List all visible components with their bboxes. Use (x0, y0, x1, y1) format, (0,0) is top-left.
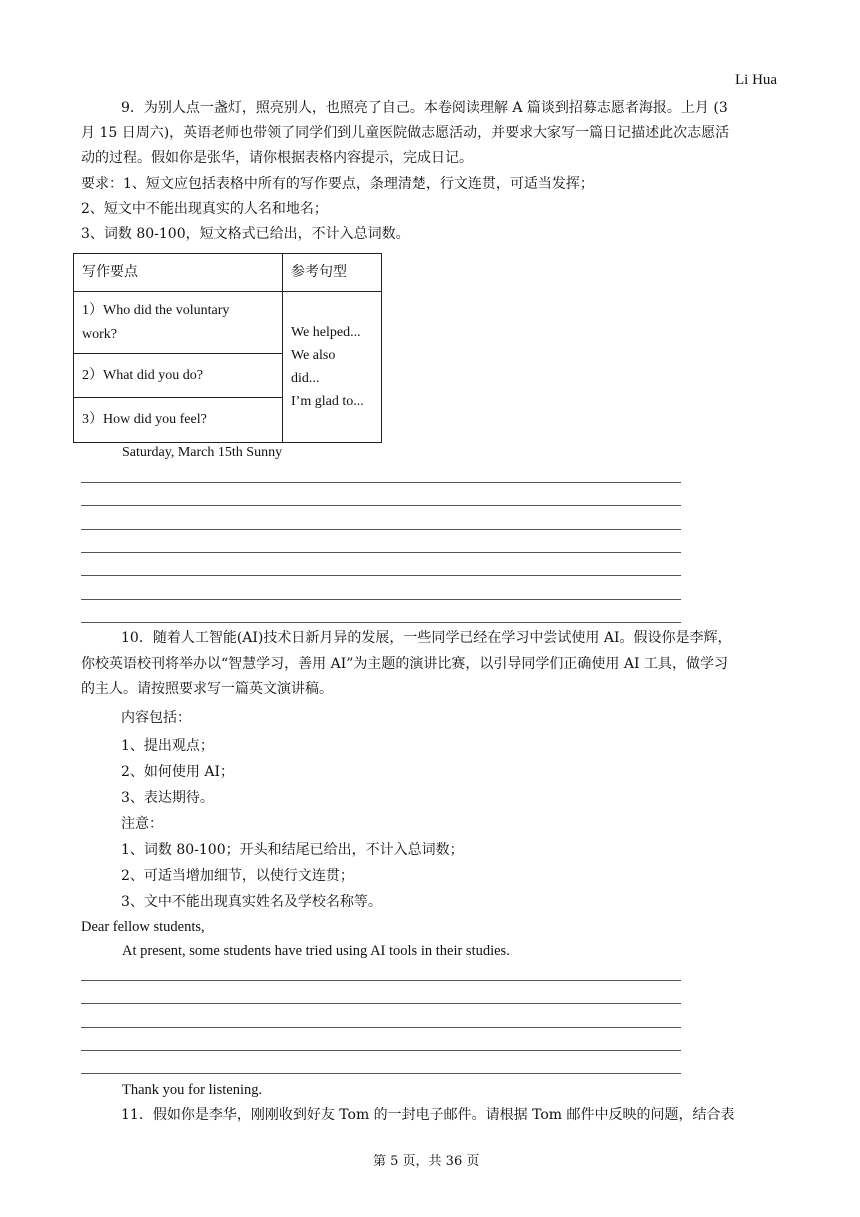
reference-sentences: We helped... We also did... I’m glad to... (283, 292, 382, 443)
q10-content-title: 内容包括： (121, 710, 191, 726)
q10-note-title: 注意： (121, 816, 163, 832)
writing-line (81, 529, 681, 530)
writing-line (81, 482, 681, 483)
q10-line3: 的主人。请按照要求写一篇英文演讲稿。 (81, 681, 333, 697)
q9-requirement-3: 3、词数 80-100，短文格式已给出，不计入总词数。 (81, 226, 410, 242)
writing-line (81, 980, 681, 981)
q9-requirement-1: 要求：1、短文应包括表格中所有的写作要点，条理清楚，行文连贯，可适当发挥； (81, 176, 594, 192)
writing-line (81, 622, 681, 623)
q9-requirement-2: 2、短文中不能出现真实的人名和地名； (81, 201, 328, 217)
speech-closing: Thank you for listening. (122, 1082, 263, 1098)
speech-greeting: Dear fellow students, (81, 919, 205, 935)
writing-line (81, 575, 681, 576)
q10-content-3: 3、表达期待。 (121, 790, 214, 806)
q9-line2: 月 15 日周六)，英语老师也带领了同学们到儿童医院做志愿活动，并要求大家写一篇日记描述此次志愿活 (81, 125, 730, 141)
writing-line (81, 1073, 681, 1074)
q10-content-1: 1、提出观点； (121, 738, 214, 754)
writing-line (81, 1003, 681, 1004)
table-header-points: 写作要点 (74, 254, 283, 292)
writing-line (81, 1050, 681, 1051)
q9-line1: 9．为别人点一盏灯，照亮别人，也照亮了自己。本卷阅读理解 A 篇谈到招募志愿者海报。上月 (3 (121, 100, 728, 116)
q10-line1: 10．随着人工智能(AI)技术日新月异的发展，一些同学已经在学习中尝试使用 AI。假设你是李辉， (121, 630, 732, 646)
q9-line3: 动的过程。假如你是张华，请你根据表格内容提示，完成日记。 (81, 150, 473, 166)
writing-line (81, 552, 681, 553)
writing-line (81, 1027, 681, 1028)
q10-note-2: 2、可适当增加细节，以使行文连贯； (121, 868, 354, 884)
header-name: Li Hua (735, 72, 778, 88)
q10-line2: 你校英语校刊将举办以“智慧学习，善用 AI”为主题的演讲比赛，以引导同学们正确使用 AI 工具，做学习 (81, 656, 728, 672)
table-header-reference: 参考句型 (283, 254, 382, 292)
q10-note-3: 3、文中不能出现真实姓名及学校名称等。 (121, 894, 382, 910)
point-2: 2）What did you do? (74, 354, 283, 398)
diary-opening: Saturday, March 15th Sunny (122, 445, 283, 460)
writing-line (81, 505, 681, 506)
q10-content-2: 2、如何使用 AI； (121, 764, 234, 780)
point-1: 1）Who did the voluntary work? (74, 292, 283, 354)
q10-note-1: 1、词数 80-100；开头和结尾已给出，不计入总词数； (121, 842, 464, 858)
point-3: 3）How did you feel? (74, 398, 283, 443)
writing-points-table (73, 253, 382, 443)
writing-line (81, 599, 681, 600)
speech-opening: At present, some students have tried using AI tools in their studies. (122, 943, 510, 959)
q11-line1: 11．假如你是李华，刚刚收到好友 Tom 的一封电子邮件。请根据 Tom 邮件中反映的问题，结合表 (121, 1107, 735, 1123)
page-footer: 第 5 页，共 36 页 (373, 1154, 480, 1169)
